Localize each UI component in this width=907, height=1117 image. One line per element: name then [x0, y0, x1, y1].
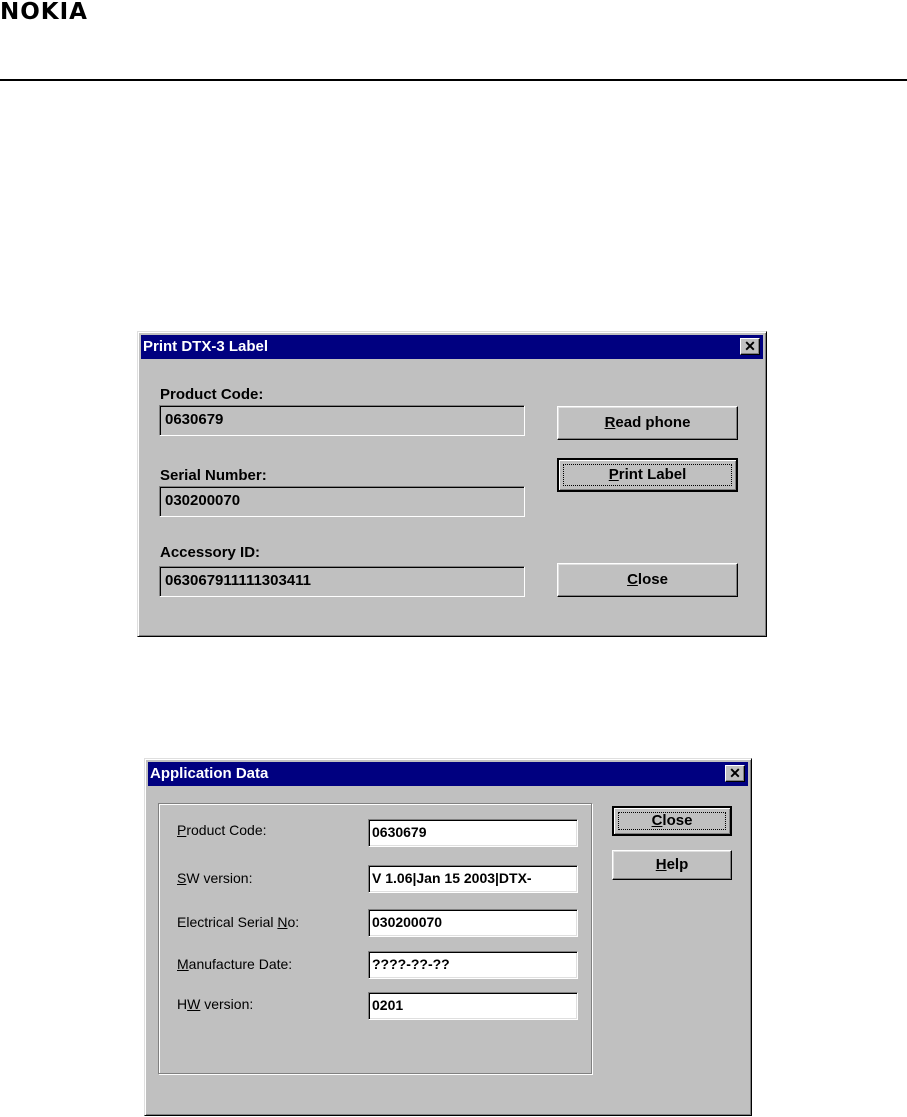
close-x-icon[interactable]: ✕ — [740, 338, 760, 355]
dialog-title: Application Data — [150, 765, 269, 782]
accessory-id-display: 063067911111303411 — [159, 566, 525, 597]
sw-version-field[interactable]: V 1.06|Jan 15 2003|DTX- — [368, 865, 578, 893]
close-button[interactable]: Close — [557, 563, 738, 597]
product-code-field[interactable]: 0630679 — [368, 819, 578, 847]
manufacture-date-label: Manufacture Date: — [177, 956, 293, 972]
product-code-label: Product Code: — [160, 386, 264, 403]
dialog-titlebar — [148, 762, 748, 786]
product-code-display: 0630679 — [159, 405, 525, 436]
serial-number-display: 030200070 — [159, 486, 525, 517]
close-button[interactable]: Close — [612, 806, 732, 836]
close-x-icon[interactable]: ✕ — [725, 765, 745, 782]
help-button[interactable]: Help — [612, 850, 732, 880]
dialog-titlebar — [141, 335, 763, 359]
serial-number-label: Serial Number: — [160, 467, 267, 484]
focus-rectangle — [563, 464, 732, 486]
electrical-serial-field[interactable]: 030200070 — [368, 909, 578, 937]
manufacture-date-field[interactable]: ????-??-?? — [368, 951, 578, 979]
header-divider — [0, 79, 907, 81]
electrical-serial-label: Electrical Serial No: — [177, 914, 300, 930]
application-data-dialog — [144, 758, 752, 1116]
accessory-id-label: Accessory ID: — [160, 544, 261, 561]
hw-version-field[interactable]: 0201 — [368, 992, 578, 1020]
dialog-title: Print DTX-3 Label — [143, 338, 269, 355]
focus-rectangle — [618, 812, 726, 830]
print-label-button[interactable]: Print Label — [557, 458, 738, 492]
product-code-label: Product Code: — [177, 822, 267, 838]
nokia-logo: NOKIA — [0, 0, 88, 25]
sw-version-label: SW version: — [177, 870, 253, 886]
print-label-dialog — [137, 331, 767, 637]
hw-version-label: HW version: — [177, 996, 254, 1012]
read-phone-button[interactable]: Read phone — [557, 406, 738, 440]
